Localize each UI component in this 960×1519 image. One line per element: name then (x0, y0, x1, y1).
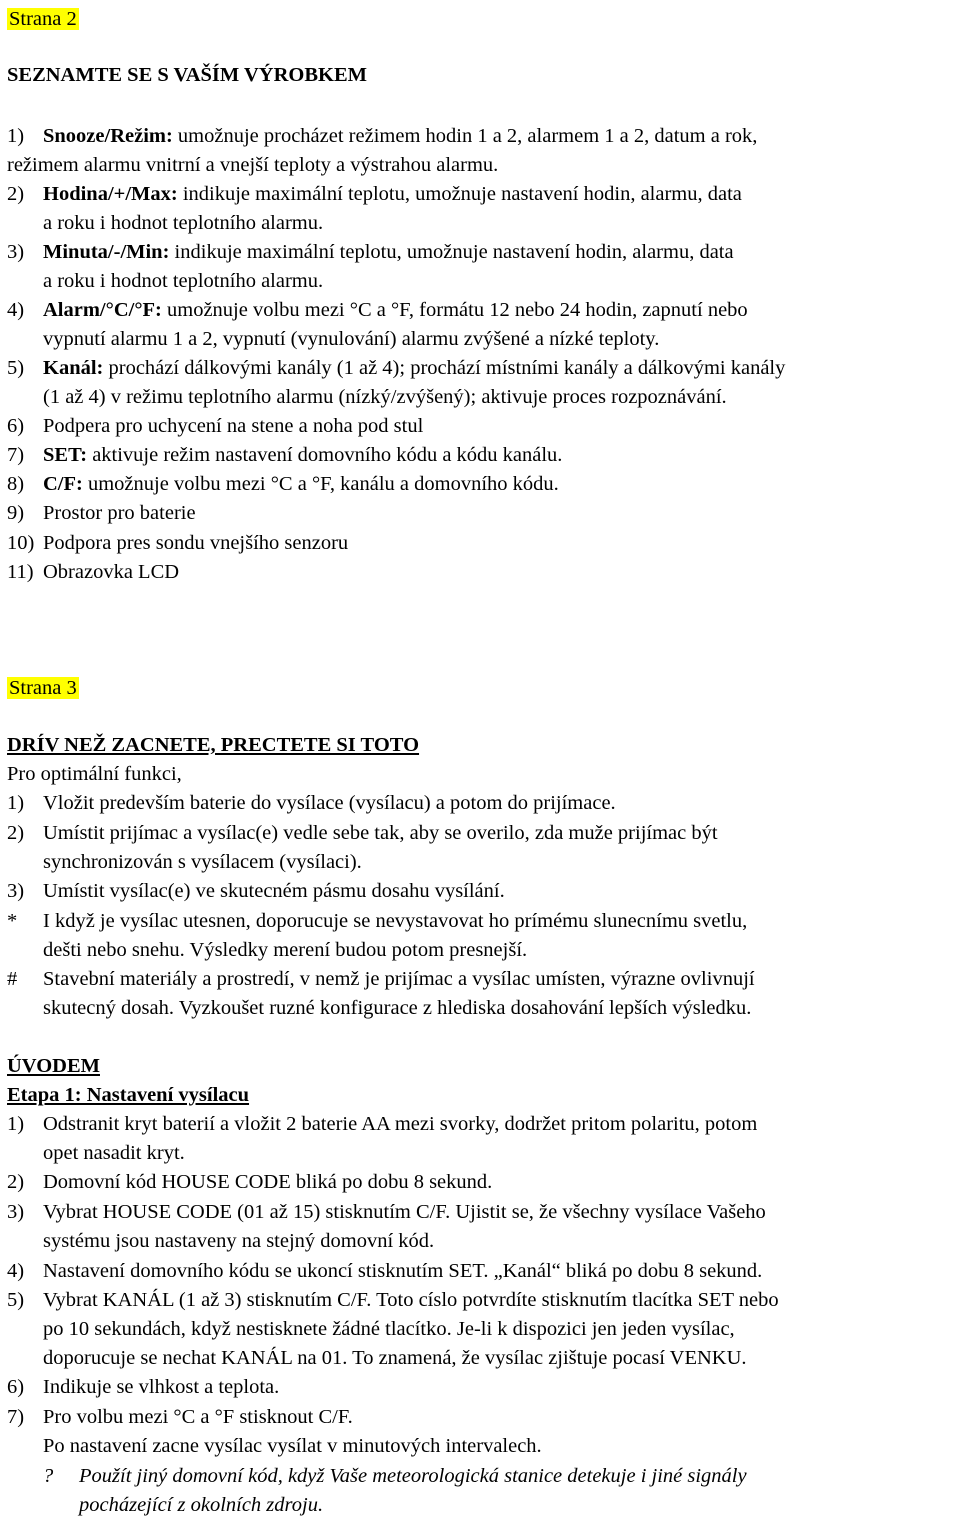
item-continuation: skutecný dosah. Vyzkoušet ruzné konfigurace z hlediska dosahování lepších výsledku. (43, 997, 752, 1019)
step-continuation: opet nasadit kryt. (43, 1142, 185, 1164)
step-text: Pro volbu mezi °C a °F stisknout C/F. (43, 1406, 353, 1428)
item-continuation: synchronizován s vysílacem (vysílaci). (43, 851, 362, 873)
item-number: 10) (7, 532, 35, 554)
page-label-highlight: Strana 2 (9, 8, 77, 30)
item-number: 1) (7, 125, 25, 147)
item-text (43, 443, 562, 467)
item-continuation: a roku i hodnot teplotního alarmu. (43, 270, 324, 292)
item-desc: indikuje maximální teplotu, umožnuje nastavení hodin, alarmu, data (177, 183, 742, 205)
step-text: Vybrat HOUSE CODE (01 až 15) stisknutím C/F. Ujistit se, že všechny vysílace Vašeho (43, 1201, 766, 1223)
item-number: 7) (7, 444, 25, 466)
item-text (43, 182, 742, 206)
item-term: C/F: (43, 473, 83, 495)
item-number: 8) (7, 473, 25, 495)
step-number: 3) (7, 1201, 25, 1223)
note-mark: ? (43, 1465, 54, 1487)
item-desc: prochází dálkovými kanály (1 až 4); prochází místními kanály a dálkovými kanály (103, 357, 786, 379)
section-heading-before-start: DRÍV NEŽ ZACNETE, PRECTETE SI TOTO (7, 734, 420, 756)
item-bullet: # (7, 968, 18, 990)
item-term: Kanál: (43, 357, 104, 379)
item-text (43, 124, 757, 148)
item-text (43, 472, 559, 496)
item-number: 3) (7, 241, 25, 263)
item-text (43, 298, 748, 322)
item-continuation: režimem alarmu vnitrní a vnejší teploty a výstrahou alarmu. (7, 154, 499, 176)
item-continuation: a roku i hodnot teplotního alarmu. (43, 212, 324, 234)
item-term: Snooze/Režim: (43, 125, 173, 147)
item-number: 2) (7, 183, 25, 205)
item-number: 4) (7, 299, 25, 321)
step-text: Vybrat KANÁL (1 až 3) stisknutím C/F. Toto císlo potvrdíte stisknutím tlacítka SET nebo (43, 1289, 779, 1311)
item-text: I když je vysílac utesnen, doporucuje se nevystavovat ho prímému slunecnímu svetlu, (43, 910, 748, 932)
item-text (43, 356, 785, 380)
item-number: 9) (7, 502, 25, 524)
item-text: Obrazovka LCD (43, 561, 180, 583)
step-text: Nastavení domovního kódu se ukoncí stisknutím SET. „Kanál“ bliká po dobu 8 sekund. (43, 1260, 763, 1282)
item-desc: umožnuje volbu mezi °C a °F, kanálu a domovního kódu. (82, 473, 559, 495)
step-number: 7) (7, 1406, 25, 1428)
item-text: Podpera pro uchycení na stene a noha pod stul (43, 415, 424, 437)
item-desc: umožnuje procházet režimem hodin 1 a 2, alarmem 1 a 2, datum a rok, (172, 125, 758, 147)
step-continuation: Po nastavení zacne vysílac vysílat v minutových intervalech. (43, 1435, 542, 1457)
item-term: SET: (43, 444, 88, 466)
page-label-2 (7, 7, 79, 31)
item-number: 2) (7, 822, 25, 844)
step-text: Domovní kód HOUSE CODE bliká po dobu 8 sekund. (43, 1171, 493, 1193)
section-heading-product: SEZNAMTE SE S VAŠÍM VÝROBKEM (7, 64, 367, 86)
step-number: 6) (7, 1376, 25, 1398)
item-term: Minuta/-/Min: (43, 241, 170, 263)
intro-text: Pro optimální funkci, (7, 763, 182, 785)
step-continuation: doporucuje se nechat KANÁL na 01. To znamená, že vysílac zjištuje pocasí VENKU. (43, 1347, 747, 1369)
item-text: Umístit prijímac a vysílac(e) vedle sebe tak, aby se overilo, zda muže prijímac být (43, 822, 718, 844)
item-text: Vložit predevším baterie do vysílace (vysílacu) a potom do prijímace. (43, 792, 616, 814)
note-text: Použít jiný domovní kód, když Vaše meteorologická stanice detekuje i jiné signály (79, 1465, 747, 1487)
item-number: 3) (7, 880, 25, 902)
item-continuation: vypnutí alarmu 1 a 2, vypnutí (vynulování) alarmu zvýšené a nízké teploty. (43, 328, 660, 350)
note-continuation: pocházející z okolních zdroju. (79, 1494, 324, 1516)
item-number: 11) (7, 561, 34, 583)
subsection-heading-stage1: Etapa 1: Nastavení vysílacu (7, 1084, 250, 1106)
section-heading-intro: ÚVODEM (7, 1055, 100, 1077)
item-bullet: * (7, 910, 18, 932)
step-continuation: systému jsou nastaveny na stejný domovní kód. (43, 1230, 435, 1252)
item-text: Umístit vysílac(e) ve skutecném pásmu dosahu vysílání. (43, 880, 505, 902)
item-number: 5) (7, 357, 25, 379)
item-term: Hodina/+/Max: (43, 183, 178, 205)
item-continuation: (1 až 4) v režimu teplotního alarmu (nízký/zvýšený); aktivuje proces rozpoznávání. (43, 386, 727, 408)
item-term: Alarm/°C/°F: (43, 299, 162, 321)
item-desc: umožnuje volbu mezi °C a °F, formátu 12 nebo 24 hodin, zapnutí nebo (161, 299, 748, 321)
item-number: 1) (7, 792, 25, 814)
step-text: Indikuje se vlhkost a teplota. (43, 1376, 280, 1398)
item-text: Stavební materiály a prostredí, v nemž je prijímac a vysílac umísten, výrazne ovlivnují (43, 968, 755, 990)
item-desc: indikuje maximální teplotu, umožnuje nastavení hodin, alarmu, data (169, 241, 734, 263)
item-continuation: dešti nebo snehu. Výsledky merení budou potom presnejší. (43, 939, 528, 961)
step-number: 4) (7, 1260, 25, 1282)
step-continuation: po 10 sekundách, když nestisknete žádné tlacítko. Je-li k dispozici jen jeden vysílac, (43, 1318, 735, 1340)
page-label-3 (7, 676, 79, 700)
item-text (43, 240, 734, 264)
item-text: Prostor pro baterie (43, 502, 196, 524)
step-number: 5) (7, 1289, 25, 1311)
item-number: 6) (7, 415, 25, 437)
page-label-highlight: Strana 3 (9, 677, 77, 699)
step-text: Odstranit kryt baterií a vložit 2 baterie AA mezi svorky, dodržet pritom polaritu, potom (43, 1113, 758, 1135)
item-text: Podpora pres sondu vnejšího senzoru (43, 532, 349, 554)
item-desc: aktivuje režim nastavení domovního kódu a kódu kanálu. (87, 444, 563, 466)
step-number: 2) (7, 1171, 25, 1193)
step-number: 1) (7, 1113, 25, 1135)
